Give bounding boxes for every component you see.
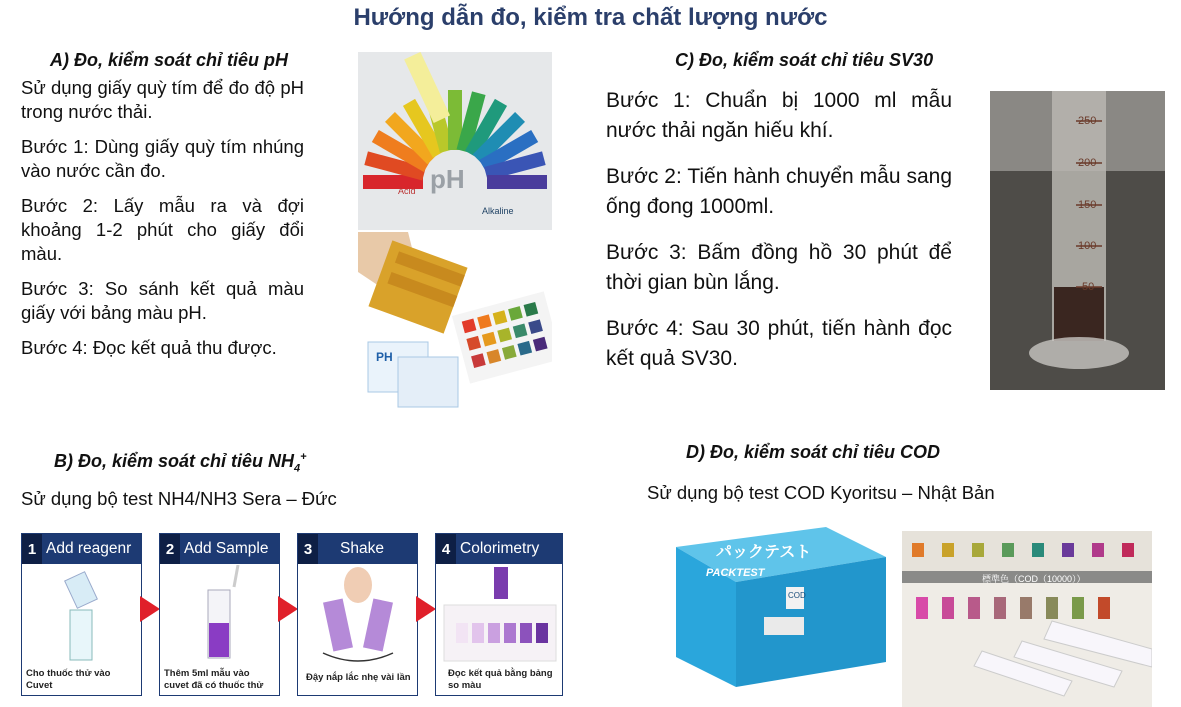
nh4-step-4-header: [436, 534, 562, 564]
section-d-heading: D) Đo, kiểm soát chỉ tiêu COD: [686, 442, 941, 462]
cylinder-mark-150: 150: [1078, 199, 1097, 211]
section-a-step-1: Bước 1: Dùng giấy quỳ tím nhúng vào nước cần đo.: [21, 136, 304, 181]
nh4-step-3-caption: Đậy nắp lắc nhẹ vài lần: [306, 672, 411, 683]
add-reagent-illustration: [22, 565, 141, 665]
cod-color-chart-photo: [902, 531, 1152, 707]
alkaline-label: Alkaline: [482, 206, 514, 216]
nh4-step-2-title: Add Sample: [184, 540, 269, 557]
section-a-body: [21, 76, 304, 371]
shake-illustration: [298, 565, 417, 665]
section-a-intro: Sử dụng giấy quỳ tím để đo độ pH trong nước thải.: [21, 77, 304, 122]
nh4-step-4-caption: Đọc kết quả bằng bảng so màu: [448, 668, 553, 691]
cod-chart-title: 標準色（COD（10000））: [982, 574, 1086, 584]
section-c-step-1: Bước 1: Chuẩn bị 1000 ml mẫu nước thải ngăn hiếu khí.: [606, 89, 952, 142]
nh4-step-3-header: [298, 534, 417, 564]
packtest-cod-label: COD: [788, 591, 806, 600]
ph-strips-photo: [358, 232, 552, 418]
packtest-brand: パックテスト: [716, 544, 812, 561]
section-c-step-4: Bước 4: Sau 30 phút, tiến hành đọc kết quả SV30.: [606, 317, 952, 370]
section-b-intro: Sử dụng bộ test NH4/NH3 Sera – Đức: [21, 488, 337, 509]
nh4-step-2-caption: Thêm 5ml mẫu vào cuvet đã có thuốc thử: [164, 668, 264, 691]
cylinder-mark-100: 100: [1078, 240, 1097, 252]
nh4-step-1-title: Add reagenr: [46, 540, 132, 557]
packtest-box-photo: [676, 527, 886, 687]
cylinder-mark-200: 200: [1078, 157, 1097, 169]
ph-box-label: PH: [376, 350, 393, 364]
nh4-step-4-title: Colorimetry: [460, 540, 540, 557]
nh4-step-2-header: [160, 534, 279, 564]
section-c-heading: C) Đo, kiểm soát chỉ tiêu SV30: [675, 50, 934, 70]
nh4-step-1-header: [22, 534, 141, 564]
section-b-heading-text: B) Đo, kiểm soát chỉ tiêu NH: [54, 451, 295, 471]
nh4-step-1-panel: [21, 533, 142, 696]
nh4-step-3-panel: [297, 533, 418, 696]
nh4-step-3-number: 3: [298, 534, 318, 564]
add-sample-illustration: [160, 565, 279, 665]
ph-color-chart-photo: [358, 52, 552, 230]
section-b-heading-sup: +: [300, 451, 307, 463]
ph-center-label: pH: [430, 164, 465, 194]
step-arrow-2: [278, 596, 298, 622]
page-title: Hướng dẫn đo, kiểm tra chất lượng nước: [353, 4, 828, 31]
section-a-heading: A) Đo, kiểm soát chỉ tiêu pH: [50, 50, 289, 70]
section-c-body: [606, 86, 952, 390]
nh4-step-2-number: 2: [160, 534, 180, 564]
nh4-step-4-number: 4: [436, 534, 456, 564]
step-arrow-3: [416, 596, 436, 622]
step-arrow-1: [140, 596, 160, 622]
section-c-step-2: Bước 2: Tiến hành chuyển mẫu sang ống đong 1000ml.: [606, 165, 952, 218]
color-chart-illustration: [436, 565, 562, 665]
nh4-step-1-number: 1: [22, 534, 42, 564]
section-a-step-3: Bước 3: So sánh kết quả màu giấy với bảng màu pH.: [21, 278, 304, 323]
cylinder-mark-250: 250: [1078, 115, 1097, 127]
nh4-step-1-caption: Cho thuốc thử vào Cuvet: [26, 668, 111, 691]
cylinder-mark-50: 50: [1082, 281, 1095, 293]
graduated-cylinder-photo: [990, 91, 1165, 390]
section-c-step-3: Bước 3: Bấm đồng hồ 30 phút để thời gian bùn lắng.: [606, 241, 952, 294]
acid-label: Acid: [398, 186, 416, 196]
section-d-intro: Sử dụng bộ test COD Kyoritsu – Nhật Bản: [647, 482, 995, 503]
nh4-step-2-panel: [159, 533, 280, 696]
section-a-step-4: Bước 4: Đọc kết quả thu được.: [21, 337, 277, 358]
section-b-heading: [54, 451, 307, 475]
section-b-heading-sub: 4: [294, 462, 301, 475]
nh4-step-3-title: Shake: [340, 540, 384, 557]
section-a-step-2: Bước 2: Lấy mẫu ra và đợi khoảng 1-2 phút cho giấy đổi màu.: [21, 195, 304, 264]
nh4-step-4-panel: [435, 533, 563, 696]
packtest-brand-latin: PACKTEST: [706, 567, 765, 579]
